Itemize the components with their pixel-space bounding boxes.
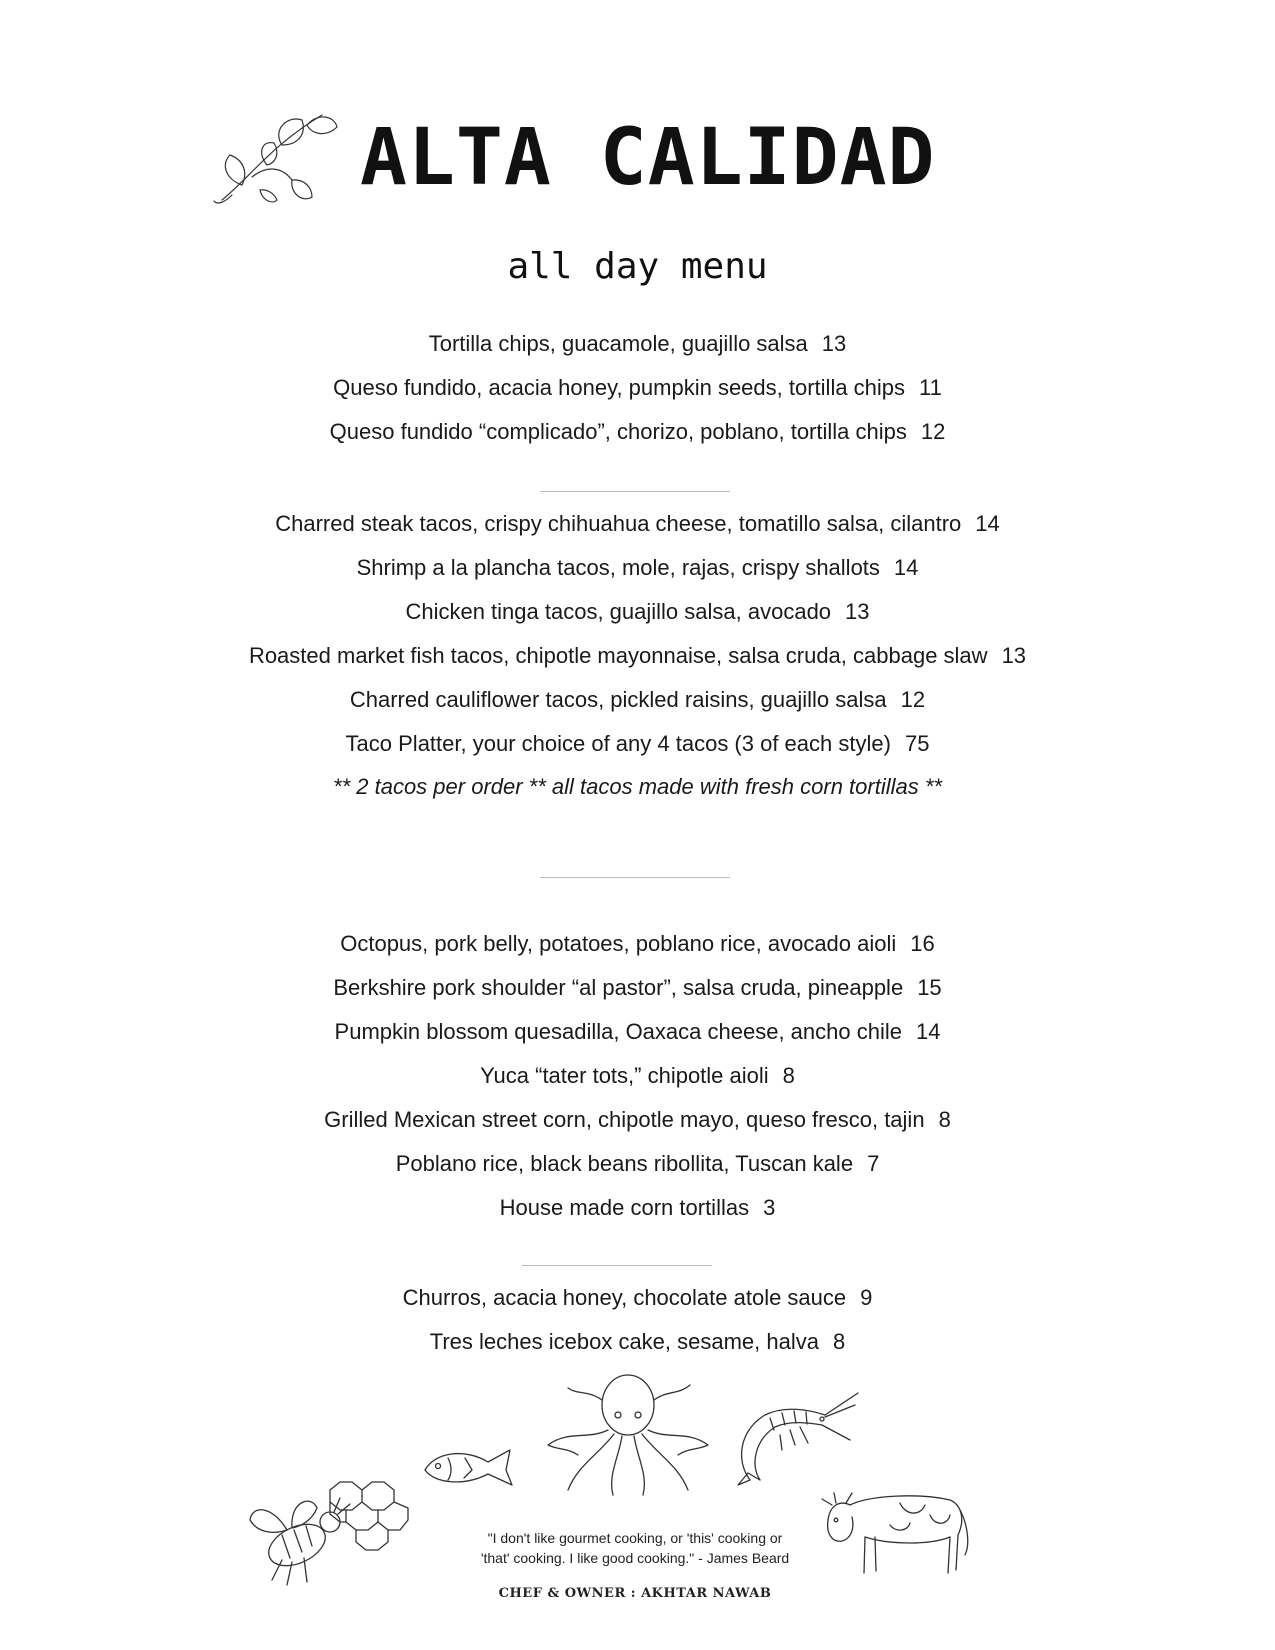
item-price: 9 <box>860 1285 873 1310</box>
item-price: 14 <box>975 511 1000 536</box>
menu-item <box>0 597 1275 627</box>
item-name: Octopus, pork belly, potatoes, poblano rice, avocado aioli <box>340 931 897 956</box>
item-price: 13 <box>1001 643 1027 668</box>
item-name: Charred steak tacos, crispy chihuahua cheese, tomatillo salsa, cilantro <box>275 511 962 536</box>
item-name: Roasted market fish tacos, chipotle mayonnaise, salsa cruda, cabbage slaw <box>248 643 988 668</box>
item-price: 11 <box>919 375 942 400</box>
menu-item <box>0 509 1275 539</box>
cow-icon <box>810 1475 970 1585</box>
menu-item <box>0 685 1275 715</box>
item-name: Berkshire pork shoulder “al pastor”, salsa cruda, pineapple <box>333 975 904 1000</box>
bee-icon <box>242 1490 357 1590</box>
octopus-icon <box>538 1370 718 1500</box>
item-price: 14 <box>915 1019 941 1044</box>
section-divider <box>522 1265 712 1266</box>
menu-title: all day menu <box>507 246 768 287</box>
menu-item <box>0 1193 1275 1223</box>
menu-item <box>0 329 1275 359</box>
item-name: House made corn tortillas <box>499 1195 750 1220</box>
item-name: Chicken tinga tacos, guajillo salsa, avocado <box>405 599 832 624</box>
menu-item <box>0 1061 1275 1091</box>
item-price: 3 <box>763 1195 776 1220</box>
item-name: Poblano rice, black beans ribollita, Tuscan kale <box>395 1151 854 1176</box>
item-name: Shrimp a la plancha tacos, mole, rajas, crispy shallots <box>356 555 880 580</box>
item-price: 16 <box>910 931 935 956</box>
menu-item <box>0 973 1275 1003</box>
menu-item <box>0 1105 1275 1135</box>
menu-item <box>0 641 1275 671</box>
quote-line: "I don't like gourmet cooking, or 'this' cooking or <box>487 1530 783 1546</box>
menu-item <box>0 373 1275 403</box>
taco-note: ** 2 tacos per order ** all tacos made with fresh corn tortillas ** <box>333 774 942 799</box>
quote <box>455 1528 815 1568</box>
fish-icon <box>420 1440 515 1490</box>
item-name: Tortilla chips, guacamole, guajillo salsa <box>428 331 808 356</box>
item-name: Grilled Mexican street corn, chipotle mayo, queso fresco, tajin <box>324 1107 925 1132</box>
item-price: 15 <box>917 975 942 1000</box>
restaurant-name: ALTA CALIDAD <box>360 113 936 203</box>
item-name: Charred cauliflower tacos, pickled raisins, guajillo salsa <box>349 687 887 712</box>
menu-item <box>0 1017 1275 1047</box>
section-divider <box>540 491 730 492</box>
quote-line: 'that' cooking. I like good cooking." - James Beard <box>480 1550 790 1566</box>
item-price: 12 <box>900 687 926 712</box>
item-price: 7 <box>867 1151 880 1176</box>
item-price: 13 <box>845 599 870 624</box>
item-price: 8 <box>782 1063 795 1088</box>
item-name: Pumpkin blossom quesadilla, Oaxaca cheese, ancho chile <box>334 1019 902 1044</box>
header <box>0 95 1275 215</box>
item-price: 13 <box>821 331 847 356</box>
menu-item <box>0 1283 1275 1313</box>
menu-item <box>0 553 1275 583</box>
item-name: Yuca “tater tots,” chipotle aioli <box>480 1063 769 1088</box>
item-name: Taco Platter, your choice of any 4 tacos (3 of each style) <box>345 731 891 756</box>
item-name: Queso fundido “complicado”, chorizo, poblano, tortilla chips <box>329 419 907 444</box>
item-price: 12 <box>920 419 946 444</box>
menu-item <box>0 417 1275 447</box>
leaves-icon <box>212 105 342 210</box>
item-price: 8 <box>938 1107 951 1132</box>
menu-item <box>0 929 1275 959</box>
menu-item <box>0 1327 1275 1357</box>
item-price: 75 <box>904 731 930 756</box>
item-name: Churros, acacia honey, chocolate atole sauce <box>402 1285 847 1310</box>
item-price: 8 <box>833 1329 846 1354</box>
item-name: Tres leches icebox cake, sesame, halva <box>429 1329 819 1354</box>
item-name: Queso fundido, acacia honey, pumpkin seeds, tortilla chips <box>333 375 906 400</box>
menu-item <box>0 1149 1275 1179</box>
section-divider <box>540 877 730 878</box>
chef-credit: CHEF & OWNER : AKHTAR NAWAB <box>498 1586 772 1601</box>
item-price: 14 <box>893 555 919 580</box>
menu-item <box>0 729 1275 759</box>
